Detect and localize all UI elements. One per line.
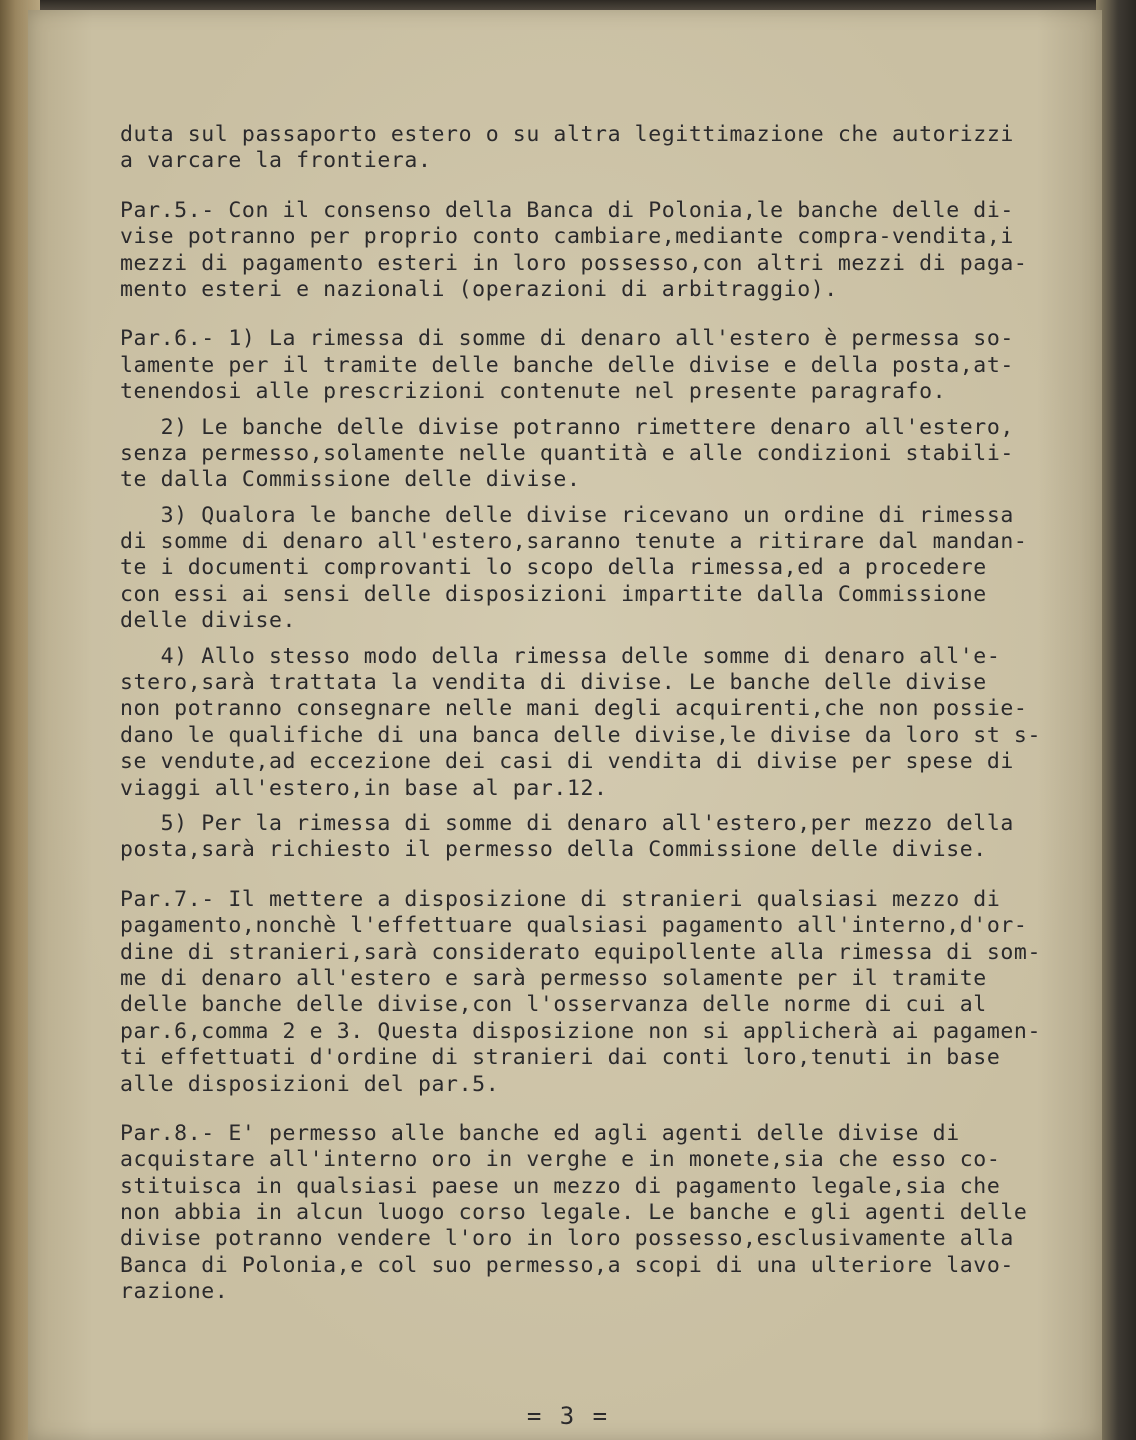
text-line: par.6,comma 2 e 3. Questa disposizione non si applicherà ai pagamen- (120, 1018, 1041, 1044)
binding-right-edge (1096, 0, 1136, 1440)
text-line: razione. (120, 1279, 229, 1305)
text-line: mezzi di pagamento esteri in loro possesso,con altri mezzi di paga- (120, 250, 1028, 276)
paragraph-par-7 (120, 887, 1060, 1098)
text-line: te i documenti comprovanti lo scopo della rimessa,ed a procedere (120, 555, 987, 581)
text-line: 3) Qualora le banche delle divise ricevano un ordine di rimessa (120, 502, 1014, 528)
text-line: 5) Per la rimessa di somme di denaro all'estero,per mezzo della (120, 810, 1014, 836)
paragraph-par-5 (120, 198, 1060, 304)
text-line: mento esteri e nazionali (operazioni di arbitraggio). (120, 276, 838, 302)
paragraph-par-6-2 (120, 415, 1060, 494)
text-line: delle banche delle divise,con l'osservanza delle norme di cui al (120, 992, 987, 1018)
text-line: Banca di Polonia,e col suo permesso,a scopi di una ulteriore lavo- (120, 1252, 1014, 1278)
text-line: viaggi all'estero,in base al par.12. (120, 775, 608, 801)
text-line: stituisca in qualsiasi paese un mezzo di pagamento legale,sia che (120, 1173, 1001, 1199)
text-line: vise potranno per proprio conto cambiare,mediante compra-vendita,i (120, 224, 1014, 250)
text-line: dano le qualifiche di una banca delle divise,le divise da loro st s- (120, 722, 1041, 748)
text-line: lamente per il tramite delle banche delle divise e della posta,at- (120, 352, 1014, 378)
text-line: Par.6.- 1) La rimessa di somme di denaro all'estero è permessa so- (120, 326, 1014, 352)
text-line: delle divise. (120, 608, 297, 634)
page-number: = 3 = (526, 1402, 610, 1430)
text-line: acquistare all'interno oro in verghe e in monete,sia che esso co- (120, 1147, 1001, 1173)
paragraph-par-8 (120, 1121, 1060, 1306)
text-line: se vendute,ad eccezione dei casi di vendita di divise per spese di (120, 749, 1014, 775)
text-line: ti effettuati d'ordine di stranieri dai conti loro,tenuti in base (120, 1045, 1001, 1071)
paragraph-continuation (120, 122, 1060, 175)
text-line: non potranno consegnare nelle mani degli acquirenti,che non possie- (120, 696, 1028, 722)
paragraph-par-6-1 (120, 326, 1060, 405)
text-line: me di denaro all'estero e sarà permesso solamente per il tramite (120, 965, 987, 991)
text-line: con essi ai sensi delle disposizioni impartite dalla Commissione (120, 581, 987, 607)
text-line: pagamento,nonchè l'effettuare qualsiasi pagamento all'interno,d'or- (120, 913, 1028, 939)
paragraph-par-6-5 (120, 811, 1060, 864)
text-line: senza permesso,solamente nelle quantità e alle condizioni stabili- (120, 440, 1014, 466)
text-line: Par.7.- Il mettere a disposizione di stranieri qualsiasi mezzo di (120, 886, 1001, 912)
text-line: Par.8.- E' permesso alle banche ed agli agenti delle divise di (120, 1120, 960, 1146)
text-line: Par.5.- Con il consenso della Banca di Polonia,le banche delle di- (120, 197, 1014, 223)
document-body (120, 122, 1060, 1306)
text-line: 4) Allo stesso modo della rimessa delle somme di denaro all'e- (120, 643, 1001, 669)
text-line: a varcare la frontiera. (120, 148, 432, 174)
paragraph-par-6-3 (120, 503, 1060, 635)
text-line: divise potranno vendere l'oro in loro possesso,esclusivamente alla (120, 1226, 1014, 1252)
paragraph-par-6-4 (120, 644, 1060, 802)
text-line: posta,sarà richiesto il permesso della Commissione delle divise. (120, 837, 987, 863)
text-line: duta sul passaporto estero o su altra legittimazione che autorizzi (120, 122, 1014, 147)
text-line: non abbia in alcun luogo corso legale. Le banche e gli agenti delle (120, 1200, 1028, 1226)
text-line: stero,sarà trattata la vendita di divise. Le banche delle divise (120, 670, 987, 696)
text-line: di somme di denaro all'estero,saranno tenute a ritirare dal mandan- (120, 529, 1028, 555)
text-line: tenendosi alle prescrizioni contenute nel presente paragrafo. (120, 379, 947, 405)
text-line: dine di stranieri,sarà considerato equipollente alla rimessa di som- (120, 939, 1041, 965)
text-line: te dalla Commissione delle divise. (120, 467, 581, 493)
text-line: alle disposizioni del par.5. (120, 1071, 500, 1097)
text-line: 2) Le banche delle divise potranno rimettere denaro all'estero, (120, 414, 1014, 440)
